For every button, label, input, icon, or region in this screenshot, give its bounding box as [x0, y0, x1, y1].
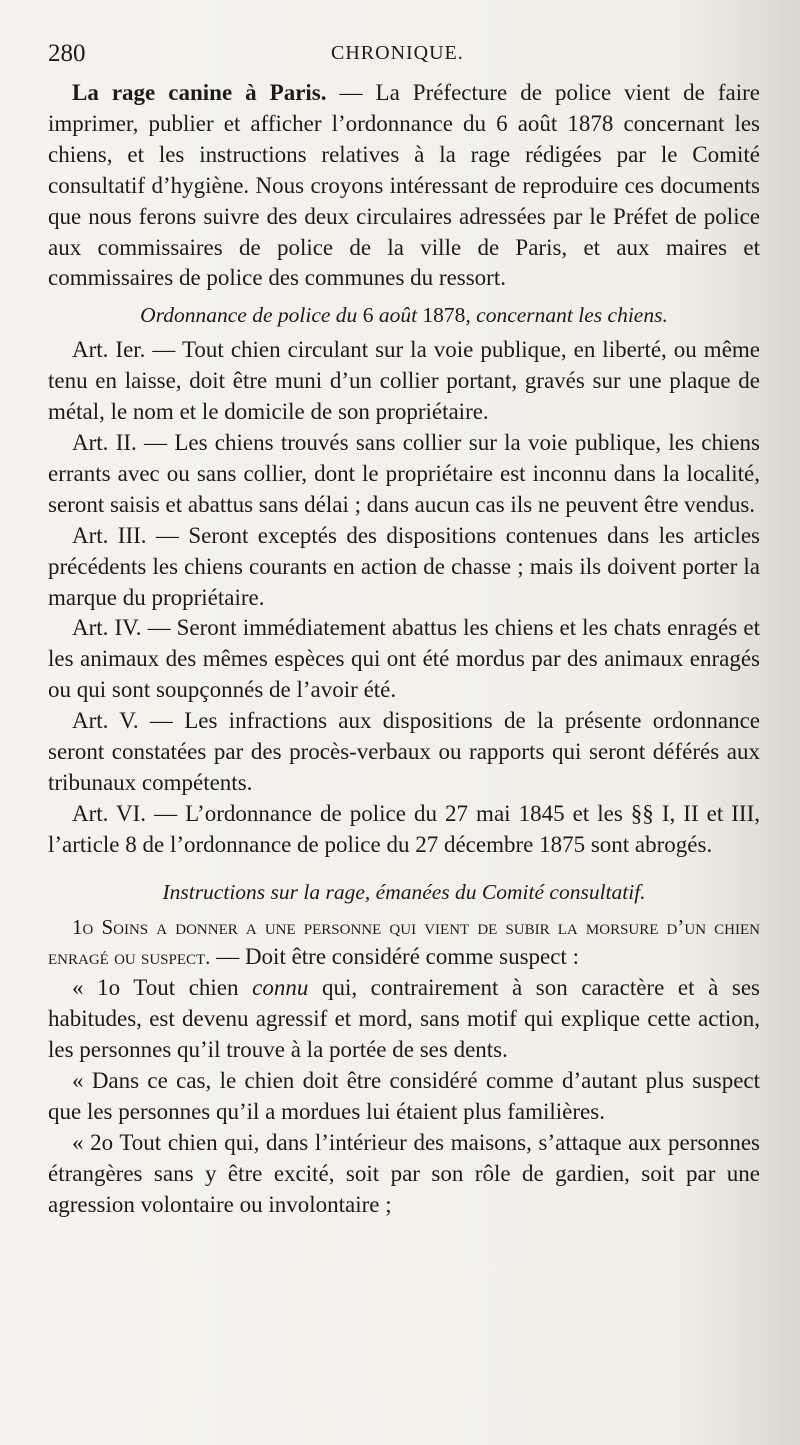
ordonnance-heading-part: Ordonnance de police du	[140, 303, 363, 328]
page-number: 280	[48, 40, 86, 67]
instructions-heading	[48, 877, 760, 908]
article-4: Art. IV. — Seront immédiatement abattus les chiens et les chats enragés et les animaux des mêmes espèces qui ont été mordus par des animaux enragés ou qui sont soupçonnés de l’avoir été.	[48, 615, 760, 703]
article-5: Art. V. — Les infractions aux dispositions de la présente ordonnance seront constatées par des procès-verbaux ou rapports qui seront déférés aux tribunaux compétents.	[48, 708, 760, 795]
ordonnance-heading-year: 1878	[422, 303, 466, 328]
instruction-1-start: « 1o Tout chien	[72, 975, 253, 1001]
intro-text: — La Préfecture de police vient de faire imprimer, publier et afficher l’ordonnance du 6 août 1878 concernant les chiens, et les instructions relatives à la rage rédigées par le Comité consultatif d’hygiène. Nous croyons intéressant de reproduire ces documents que nous ferons suivre des deux circulaires adressées par le Préfet de police aux commissaires de police de la ville de Paris, et aux maires et commissaires de police des communes du ressort.	[48, 80, 761, 291]
ordonnance-heading-part: , concernant les chiens.	[465, 303, 668, 328]
article-2: Art. II. — Les chiens trouvés sans collier sur la voie publique, les chiens errants avec ou sans collier, dont le propriétaire est inconnu dans la localité, seront saisis et abattus sans délai ; dans aucun cas ils ne peuvent être vendus.	[48, 429, 760, 517]
intro-title: La rage canine à Paris.	[72, 80, 327, 105]
section-1-text: — Doit être considéré comme suspect :	[210, 944, 579, 970]
ordonnance-heading-day: 6	[362, 303, 374, 328]
section-gap	[48, 861, 760, 871]
running-head: CHRONIQUE.	[331, 42, 464, 64]
ordonnance-heading-part: août	[373, 303, 423, 328]
instruction-paragraph-1	[48, 973, 760, 1066]
instruction-1-emphasis: connu	[252, 975, 309, 1001]
instruction-paragraph-2: « Dans ce cas, le chien doit être considéré comme d’autant plus suspect que les personnes qu’il a mordues lui étaient plus familières.	[48, 1068, 760, 1124]
article-3: Art. III. — Seront exceptés des dispositions contenues dans les articles précédents les chiens courants en action de chasse ; mais ils doivent porter la marque du propriétaire.	[48, 522, 760, 610]
section-1-paragraph	[48, 912, 760, 974]
article-6: Art. VI. — L’ordonnance de police du 27 mai 1845 et les §§ I, II et III, l’article 8 de l’ordonnance de police du 27 décembre 1875 sont abrogés.	[48, 800, 760, 857]
page-header	[48, 40, 748, 70]
instruction-paragraph-3: « 2o Tout chien qui, dans l’intérieur des maisons, s’attaque aux personnes étrangères sans y être excité, soit par son rôle de gardien, soit par une agression volontaire ou involontaire ;	[48, 1129, 760, 1217]
ordonnance-heading	[48, 300, 760, 331]
section-1-label: 1o Soins a donner a une personne qui vient de subir la morsure d’un chien enragé ou suspect.	[48, 914, 760, 970]
article-1: Art. Ier. — Tout chien circulant sur la voie publique, en liberté, ou même tenu en laisse, doit être muni d’un collier portant, gravés sur une plaque de métal, le nom et le domicile de son propriétaire.	[48, 337, 760, 425]
intro-paragraph	[48, 78, 760, 294]
instructions-heading-text: Instructions sur la rage, émanées du Comité consultatif.	[162, 879, 646, 904]
body-text	[48, 78, 760, 1221]
instruction-1-end: qui, contrairement à son caractère et à ses habitudes, est devenu agressif et mord, sans motif qui explique cette action, les personnes qu’il trouve à la portée de ses dents.	[48, 975, 761, 1063]
